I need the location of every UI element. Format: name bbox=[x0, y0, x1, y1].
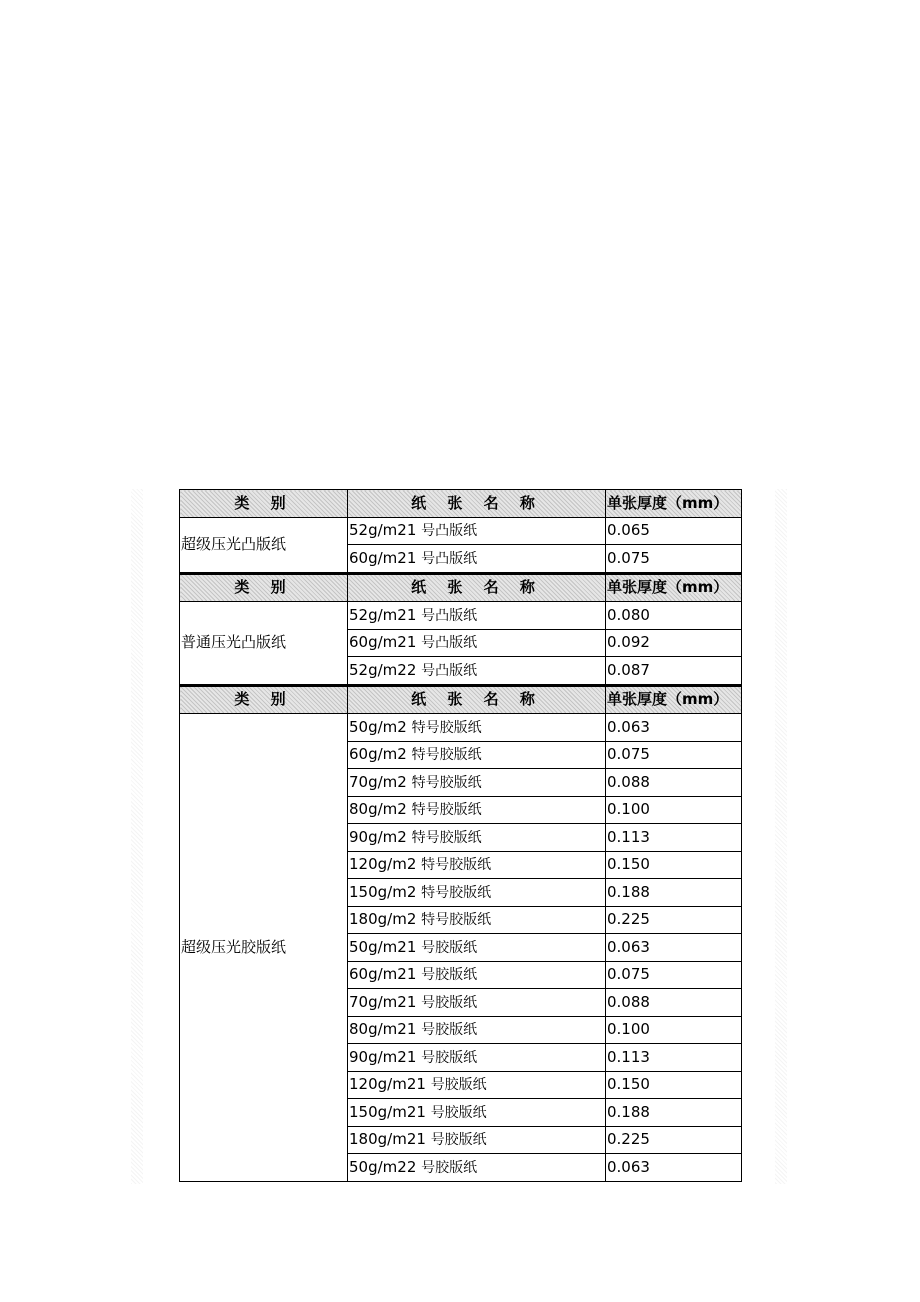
paper-type: 号凸版纸 bbox=[421, 523, 478, 540]
table-row bbox=[180, 517, 742, 545]
paper-weight: 120g/m21 bbox=[349, 1075, 426, 1094]
paper-weight: 150g/m21 bbox=[349, 1102, 426, 1121]
paper-name-cell bbox=[348, 796, 606, 824]
paper-name-cell bbox=[348, 517, 606, 545]
thickness-cell: 0.063 bbox=[606, 934, 742, 962]
thickness-cell: 0.150 bbox=[606, 1071, 742, 1099]
paper-weight: 50g/m21 bbox=[349, 937, 417, 956]
paper-weight: 120g/m2 bbox=[349, 855, 417, 874]
thickness-cell: 0.225 bbox=[606, 1126, 742, 1154]
paper-type: 号胶版纸 bbox=[421, 1159, 478, 1176]
thickness-cell: 0.065 bbox=[606, 517, 742, 545]
thickness-cell: 0.100 bbox=[606, 796, 742, 824]
paper-weight: 50g/m2 bbox=[349, 717, 407, 736]
paper-type: 号胶版纸 bbox=[421, 967, 478, 984]
thickness-cell: 0.075 bbox=[606, 961, 742, 989]
table-row bbox=[180, 714, 742, 742]
paper-weight: 80g/m21 bbox=[349, 1020, 417, 1039]
thickness-cell: 0.063 bbox=[606, 714, 742, 742]
paper-name-cell bbox=[348, 934, 606, 962]
paper-type: 特号胶版纸 bbox=[421, 884, 492, 901]
paper-name-cell bbox=[348, 741, 606, 769]
paper-name-cell bbox=[348, 657, 606, 686]
header-category: 类 别 bbox=[180, 685, 348, 714]
table-body bbox=[180, 490, 742, 1182]
header-thickness: 单张厚度（mm） bbox=[606, 685, 742, 714]
header-row bbox=[180, 685, 742, 714]
header-thickness: 单张厚度（mm） bbox=[606, 573, 742, 602]
thickness-cell: 0.088 bbox=[606, 989, 742, 1017]
paper-type: 号胶版纸 bbox=[421, 1049, 478, 1066]
paper-name-cell bbox=[348, 879, 606, 907]
paper-name-cell bbox=[348, 851, 606, 879]
paper-type: 特号胶版纸 bbox=[421, 857, 492, 874]
paper-weight: 60g/m2 bbox=[349, 745, 407, 764]
header-category: 类 别 bbox=[180, 490, 348, 518]
paper-type: 号胶版纸 bbox=[430, 1077, 487, 1094]
paper-type: 号凸版纸 bbox=[421, 550, 478, 567]
paper-name-cell bbox=[348, 961, 606, 989]
paper-type: 号凸版纸 bbox=[421, 635, 478, 652]
paper-type: 号胶版纸 bbox=[421, 994, 478, 1011]
paper-name-cell bbox=[348, 629, 606, 657]
paper-name-cell bbox=[348, 1154, 606, 1182]
thickness-cell: 0.087 bbox=[606, 657, 742, 686]
paper-name-cell bbox=[348, 1099, 606, 1127]
header-category: 类 别 bbox=[180, 573, 348, 602]
paper-name-cell bbox=[348, 769, 606, 797]
thickness-cell: 0.225 bbox=[606, 906, 742, 934]
paper-type: 号胶版纸 bbox=[430, 1132, 487, 1149]
header-name: 纸 张 名 称 bbox=[348, 685, 606, 714]
thickness-cell: 0.088 bbox=[606, 769, 742, 797]
thickness-cell: 0.113 bbox=[606, 824, 742, 852]
thickness-cell: 0.150 bbox=[606, 851, 742, 879]
paper-weight: 52g/m22 bbox=[349, 660, 417, 679]
paper-weight: 70g/m21 bbox=[349, 992, 417, 1011]
header-row bbox=[180, 490, 742, 518]
thickness-cell: 0.063 bbox=[606, 1154, 742, 1182]
header-thickness: 单张厚度（mm） bbox=[606, 490, 742, 518]
header-name: 纸 张 名 称 bbox=[348, 573, 606, 602]
paper-name-cell bbox=[348, 602, 606, 630]
thickness-cell: 0.188 bbox=[606, 879, 742, 907]
paper-name-cell bbox=[348, 1016, 606, 1044]
category-cell: 普通压光凸版纸 bbox=[180, 602, 348, 686]
header-name: 纸 张 名 称 bbox=[348, 490, 606, 518]
paper-weight: 90g/m2 bbox=[349, 827, 407, 846]
thickness-cell: 0.188 bbox=[606, 1099, 742, 1127]
paper-weight: 50g/m22 bbox=[349, 1157, 417, 1176]
thickness-cell: 0.092 bbox=[606, 629, 742, 657]
paper-weight: 60g/m21 bbox=[349, 548, 417, 567]
paper-weight: 180g/m21 bbox=[349, 1130, 426, 1149]
paper-thickness-table bbox=[179, 489, 742, 1182]
paper-type: 号胶版纸 bbox=[421, 1022, 478, 1039]
paper-weight: 150g/m2 bbox=[349, 882, 417, 901]
category-cell: 超级压光凸版纸 bbox=[180, 517, 348, 573]
paper-weight: 60g/m21 bbox=[349, 633, 417, 652]
paper-type: 号胶版纸 bbox=[430, 1104, 487, 1121]
paper-weight: 60g/m21 bbox=[349, 965, 417, 984]
paper-type: 特号胶版纸 bbox=[411, 774, 482, 791]
table-row bbox=[180, 602, 742, 630]
thickness-cell: 0.113 bbox=[606, 1044, 742, 1072]
paper-weight: 52g/m21 bbox=[349, 605, 417, 624]
paper-type: 号凸版纸 bbox=[421, 662, 478, 679]
thickness-cell: 0.080 bbox=[606, 602, 742, 630]
paper-weight: 90g/m21 bbox=[349, 1047, 417, 1066]
category-cell: 超级压光胶版纸 bbox=[180, 714, 348, 1182]
paper-name-cell bbox=[348, 714, 606, 742]
paper-type: 特号胶版纸 bbox=[411, 802, 482, 819]
paper-weight: 52g/m21 bbox=[349, 521, 417, 540]
paper-weight: 70g/m2 bbox=[349, 772, 407, 791]
paper-name-cell bbox=[348, 545, 606, 574]
paper-type: 号胶版纸 bbox=[421, 939, 478, 956]
paper-name-cell bbox=[348, 1044, 606, 1072]
paper-type: 特号胶版纸 bbox=[411, 719, 482, 736]
header-row bbox=[180, 573, 742, 602]
paper-type: 号凸版纸 bbox=[421, 607, 478, 624]
paper-weight: 80g/m2 bbox=[349, 800, 407, 819]
paper-type: 特号胶版纸 bbox=[421, 912, 492, 929]
thickness-cell: 0.100 bbox=[606, 1016, 742, 1044]
paper-type: 特号胶版纸 bbox=[411, 747, 482, 764]
paper-name-cell bbox=[348, 989, 606, 1017]
paper-name-cell bbox=[348, 824, 606, 852]
paper-name-cell bbox=[348, 906, 606, 934]
thickness-cell: 0.075 bbox=[606, 545, 742, 574]
thickness-cell: 0.075 bbox=[606, 741, 742, 769]
paper-weight: 180g/m2 bbox=[349, 910, 417, 929]
paper-name-cell bbox=[348, 1071, 606, 1099]
paper-name-cell bbox=[348, 1126, 606, 1154]
paper-type: 特号胶版纸 bbox=[411, 829, 482, 846]
